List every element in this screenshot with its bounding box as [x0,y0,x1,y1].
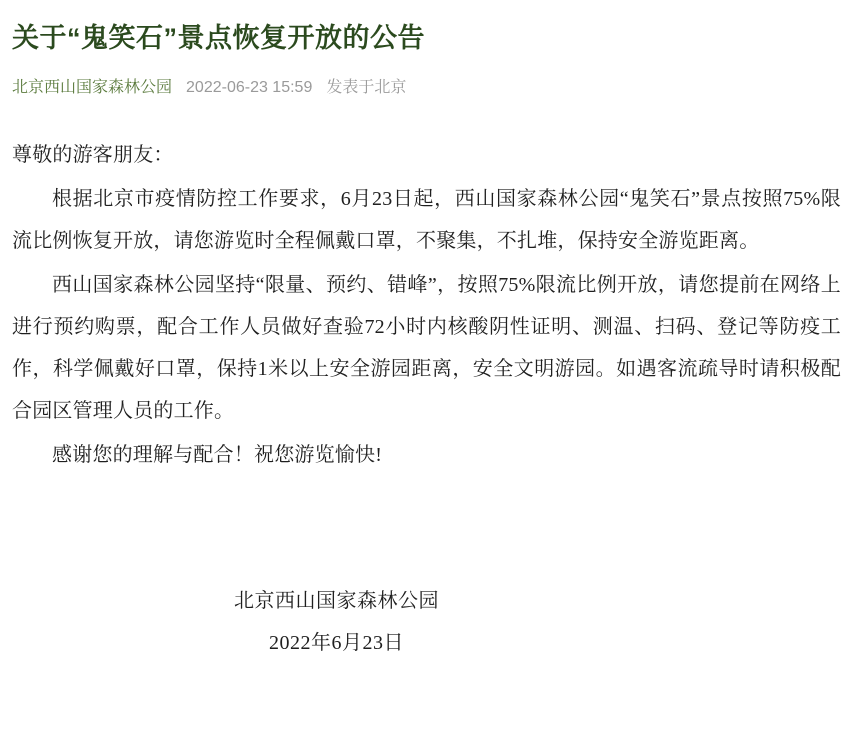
signature-organization: 北京西山国家森林公园 [234,590,439,612]
signature-block [12,580,841,664]
meta-source[interactable]: 北京西山国家森林公园 [12,79,173,96]
page-title: 关于“鬼笑石”景点恢复开放的公告 [12,23,425,53]
paragraph-1: 根据北京市疫情防控工作要求，6月23日起，西山国家森林公园“鬼笑石”景点按照75%限流比例恢复开放，请您游览时全程佩戴口罩，不聚集，不扎堆，保持安全游览距离。 [12,188,841,252]
meta-datetime: 2022-06-23 15:59 [186,79,313,96]
meta-location: 发表于北京 [326,79,407,96]
article-body [12,134,841,476]
signature-date: 2022年6月23日 [269,632,404,654]
paragraph-2: 西山国家森林公园坚持“限量、预约、错峰”，按照75%限流比例开放，请您提前在网络上进行预约购票，配合工作人员做好查验72小时内核酸阴性证明、测温、扫码、登记等防疫工作，科学佩戴好口罩，保持1米以上安全游园距离，安全文明游园。如遇客流疏导时请积极配合园区管理人员的工作。 [12,274,841,422]
paragraph-salutation: 尊敬的游客朋友： [12,144,174,166]
paragraph-3: 感谢您的理解与配合！祝您游览愉快! [52,444,383,466]
article-meta [12,76,841,100]
